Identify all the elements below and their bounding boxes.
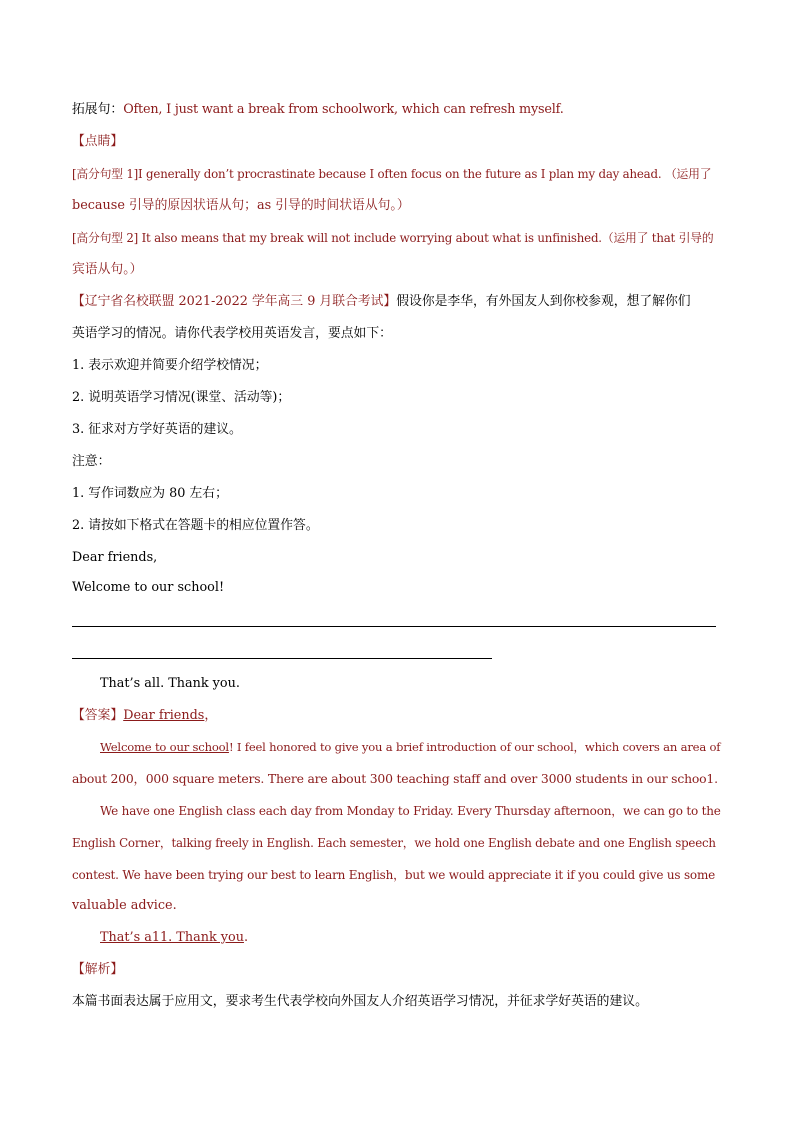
analysis-heading: 【解析】 — [72, 962, 124, 977]
answer-line — [72, 658, 492, 659]
exam-prompt-line2: 英语学习的情况。请你代表学校用英语发言，要点如下： — [72, 326, 392, 341]
answer-paragraph-1-line2: about 200，000 square meters. There are about 300 teaching staff and over 3000 students in our schoo1. — [72, 771, 718, 786]
sentence-pattern-2-line1: [高分句型 2] It also means that my break will not include worrying about what is unfinished.（运用了 that 引导的 — [72, 231, 714, 245]
sentence-pattern-1-line1: [高分句型 1]I generally don’t procrastinate because I often focus on the future as I plan my day ahead. （运用了 — [72, 167, 712, 181]
expand-text: Often, I just want a break from schoolwork, which can refresh myself. — [123, 102, 564, 117]
point-item: 1. 表示欢迎并简要介绍学校情况； — [72, 358, 268, 373]
template-closing: That’s all. Thank you. — [100, 676, 240, 691]
answer-line — [72, 626, 716, 627]
answer-greeting-comma: ， — [204, 708, 218, 723]
answer-closing — [100, 928, 248, 948]
answer-paragraph-1-line1 — [100, 737, 720, 757]
template-welcome: Welcome to our school! — [72, 580, 225, 595]
exam-prompt-line1: 假设你是李华，有外国友人到你校参观，想了解你们 — [396, 294, 691, 309]
answer-paragraph-2-line2: English Corner，talking freely in English. Each semester，we hold one English debate and one English speech — [72, 836, 716, 850]
expand-label: 拓展句： — [72, 102, 124, 117]
answer-paragraph-2-line3: contest. We have been trying our best to learn English，but we would appreciate it if you could give us some — [72, 868, 716, 882]
answer-welcome: Welcome to our school — [100, 740, 229, 754]
answer-p1-text: ! I feel honored to give you a brief introduction of our school，which covers an area of — [228, 740, 721, 754]
answer-greeting: Dear friends — [123, 708, 205, 723]
point-item: 2. 说明英语学习情况(课堂、活动等)； — [72, 390, 291, 405]
template-greeting: Dear friends, — [72, 550, 158, 565]
exam-source-tag: 【辽宁省名校联盟 2021-2022 学年高三 9 月联合考试】 — [72, 294, 397, 309]
point-item: 3. 征求对方学好英语的建议。 — [72, 422, 242, 437]
answer-label: 【答案】 — [72, 708, 124, 723]
dianjing-heading: 【点睛】 — [72, 134, 124, 149]
expand-sentence — [72, 100, 564, 120]
answer-heading — [72, 706, 217, 726]
note-item: 2. 请按如下格式在答题卡的相应位置作答。 — [72, 518, 319, 533]
exam-source — [72, 292, 691, 312]
answer-paragraph-2-line4: valuable advice. — [72, 898, 177, 913]
sentence-pattern-2-line2: 宾语从句。） — [72, 262, 143, 277]
notes-label: 注意： — [72, 454, 111, 469]
answer-closing-text: That’s a11. Thank you — [100, 930, 244, 945]
note-item: 1. 写作词数应为 80 左右； — [72, 486, 228, 501]
answer-closing-period: . — [243, 930, 249, 945]
answer-paragraph-2-line1: We have one English class each day from Monday to Friday. Every Thursday afternoon，we can go to the — [100, 804, 721, 818]
sentence-pattern-1-line2: because 引导的原因状语从句；as 引导的时间状语从句。） — [72, 198, 410, 213]
analysis-text: 本篇书面表达属于应用文，要求考生代表学校向外国友人介绍英语学习情况，并征求学好英语的建议。 — [72, 994, 648, 1009]
